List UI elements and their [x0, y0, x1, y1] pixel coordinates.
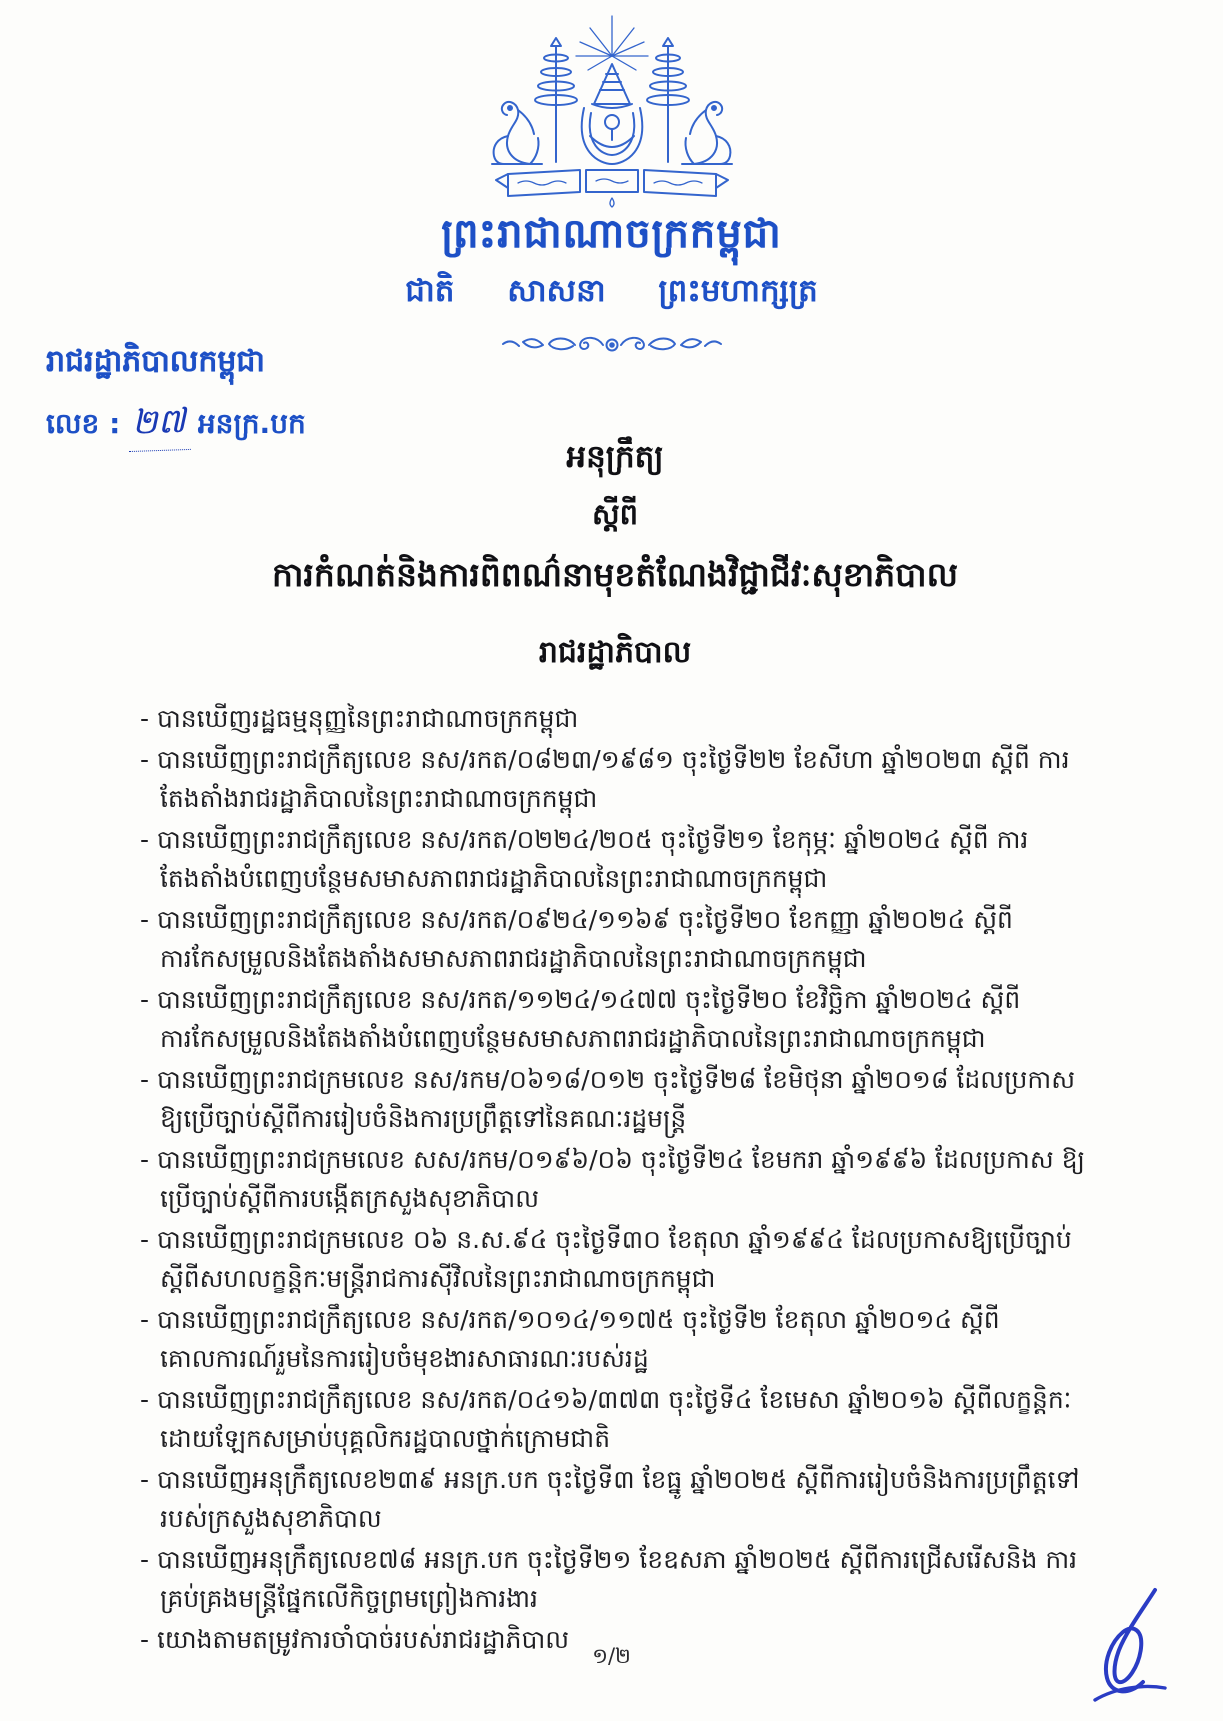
page-number: ១/២ — [592, 1644, 631, 1668]
national-motto: ជាតិ សាសនា ព្រះមហាក្សត្រ — [405, 273, 818, 309]
number-suffix: អនក្រ.បក — [197, 407, 306, 440]
body-heading: រាជរដ្ឋាភិបាល — [538, 635, 692, 670]
issuing-authority: រាជរដ្ឋាភិបាលកម្ពុជា — [46, 344, 265, 379]
clause-item: - បានឃើញព្រះរាជក្រឹត្យលេខ នស/រកត/១០១៤/១១៧៥ ចុះថ្ងៃទី២ ខែតុលា ឆ្នាំ២០១៤ ស្តីពី គោលការណ៍រួមនៃការរៀបចំមុខងារសាធារណៈរបស់រដ្ឋ — [140, 1305, 1000, 1373]
royal-coat-of-arms-emblem — [452, 12, 772, 212]
issuer-block — [46, 342, 306, 451]
ornament-divider-icon — [497, 332, 727, 362]
clause-item: - បានឃើញអនុក្រឹត្យលេខ៧៨ អនក្រ.បក ចុះថ្ងៃទី២១ ខែឧសភា ឆ្នាំ២០២៥ ស្តីពីការជ្រើសរើសនិង ការគ្រប់គ្រងមន្ត្រីផ្នែកលើកិច្ចព្រមព្រៀងការងារ — [140, 1545, 1078, 1613]
clause-item: - បានឃើញអនុក្រឹត្យលេខ២៣៩ អនក្រ.បក ចុះថ្ងៃទី៣ ខែធ្នូ ឆ្នាំ២០២៥ ស្តីពីការរៀបចំនិងការប្រព្រឹត្តទៅ របស់ក្រសួងសុខាភិបាល — [140, 1465, 1080, 1533]
clause-item: - បានឃើញព្រះរាជក្រឹត្យលេខ នស/រកត/០៤១៦/៣៧៣ ចុះថ្ងៃទី៤ ខែមេសា ឆ្នាំ២០១៦ ស្តីពីលក្ខន្តិកៈ ដោយឡែកសម្រាប់បុគ្គលិករដ្ឋបាលថ្នាក់ក្រោមជាតិ — [140, 1385, 1072, 1453]
number-label: លេខ : — [46, 407, 121, 440]
clause-item: - បានឃើញព្រះរាជក្រមលេខ ០៦ ន.ស.៩៤ ចុះថ្ងៃទី៣០ ខែតុលា ឆ្នាំ១៩៩៤ ដែលប្រកាសឱ្យប្រើច្បាប់ ស្តីពីសហលក្ខន្តិកៈមន្ត្រីរាជការស៊ីវិលនៃព្រះរាជាណាចក្រកម្ពុជា — [140, 1225, 1072, 1293]
doc-type-heading: អនុក្រឹត្យ — [566, 439, 664, 475]
document-number-handwritten: ២៧ — [127, 399, 190, 452]
signature-mark-icon — [1085, 1578, 1175, 1712]
kingdom-title: ព្រះរាជាណាចក្រកម្ពុជា — [441, 211, 782, 257]
document-body — [140, 438, 1090, 1661]
clause-item: - បានឃើញព្រះរាជក្រឹត្យលេខ នស/រកត/០៩២៤/១១៦៩ ចុះថ្ងៃទី២០ ខែកញ្ញា ឆ្នាំ២០២៤ ស្តីពី ការកែសម្រួលនិងតែងតាំងសមាសភាពរាជរដ្ឋាភិបាលនៃព្រះរាជាណាចក្រកម្ពុជា — [140, 905, 1013, 973]
cambodia-arms-icon — [452, 12, 772, 208]
subject-title: ការកំណត់និងការពិពណ៌នាមុខតំណែងវិជ្ជាជីវៈសុខាភិបាល — [271, 555, 959, 594]
clause-item: - បានឃើញព្រះរាជក្រឹត្យលេខ នស/រកត/១១២៤/១៤៧៧ ចុះថ្ងៃទី២០ ខែវិច្ឆិកា ឆ្នាំ២០២៤ ស្តីពី ការកែសម្រួលនិងតែងតាំងបំពេញបន្ថែមសមាសភាពរាជរដ្ឋាភិបាលនៃព្រះរាជាណាចក្រកម្ពុជា — [140, 985, 1021, 1053]
clause-item: - បានឃើញរដ្ឋធម្មនុញ្ញនៃព្រះរាជាណាចក្រកម្ពុជា — [140, 704, 579, 733]
clause-item: - បានឃើញព្រះរាជក្រមលេខ នស/រកម/០៦១៨/០១២ ចុះថ្ងៃទី២៨ ខែមិថុនា ឆ្នាំ២០១៨ ដែលប្រកាស ឱ្យប្រើច្បាប់ស្តីពីការរៀបចំនិងការប្រព្រឹត្តទៅនៃគណៈរដ្ឋមន្ត្រី — [140, 1065, 1075, 1133]
clause-item: - បានឃើញព្រះរាជក្រឹត្យលេខ នស/រកត/០៨២៣/១៩៨១ ចុះថ្ងៃទី២២ ខែសីហា ឆ្នាំ២០២៣ ស្តីពី ការតែងតាំងរាជរដ្ឋាភិបាលនៃព្រះរាជាណាចក្រកម្ពុជា — [140, 745, 1070, 813]
clause-item: - បានឃើញព្រះរាជក្រមលេខ សស/រកម/០១៩៦/០៦ ចុះថ្ងៃទី២៤ ខែមករា ឆ្នាំ១៩៩៦ ដែលប្រកាស ឱ្យប្រើច្បាប់ស្តីពីការបង្កើតក្រសួងសុខាភិបាល — [140, 1145, 1085, 1213]
preamble-clause-list — [140, 699, 1090, 1659]
clause-item: - យោងតាមតម្រូវការចាំបាច់របស់រាជរដ្ឋាភិបាល — [140, 1625, 570, 1654]
subject-label: ស្តីពី — [591, 497, 639, 531]
clause-item: - បានឃើញព្រះរាជក្រឹត្យលេខ នស/រកត/០២២៤/២០៥ ចុះថ្ងៃទី២១ ខែកុម្ភៈ ឆ្នាំ២០២៤ ស្តីពី ការតែងតាំងបំពេញបន្ថែមសមាសភាពរាជរដ្ឋាភិបាលនៃព្រះរាជាណាចក្រកម្ពុជា — [140, 825, 1029, 893]
